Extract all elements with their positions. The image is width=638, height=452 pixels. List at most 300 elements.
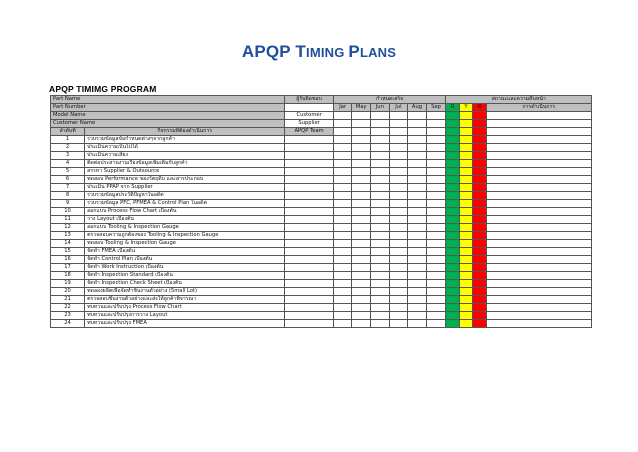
task-number: 15 bbox=[51, 248, 85, 256]
task-number: 6 bbox=[51, 176, 85, 184]
month-cell bbox=[352, 200, 371, 208]
month-cell bbox=[371, 144, 390, 152]
month-cell bbox=[426, 288, 446, 296]
month-cell bbox=[352, 264, 371, 272]
task-text: ทดสอบ Tooling & Inspection Gauge bbox=[85, 240, 285, 248]
month-cell bbox=[389, 288, 408, 296]
status-cell bbox=[459, 272, 472, 280]
month-cell bbox=[352, 296, 371, 304]
month-cell bbox=[333, 160, 352, 168]
task-number: 21 bbox=[51, 296, 85, 304]
month-cell bbox=[371, 136, 390, 144]
month-cell bbox=[389, 280, 408, 288]
task-text: ออกแบบ Tooling & Inspection Gauge bbox=[85, 224, 285, 232]
task-team-cell bbox=[285, 208, 334, 216]
month-cell bbox=[389, 256, 408, 264]
status-cell bbox=[459, 168, 472, 176]
month-cell bbox=[333, 288, 352, 296]
month-cell bbox=[389, 168, 408, 176]
month-cell bbox=[371, 280, 390, 288]
month-cell bbox=[426, 272, 446, 280]
month-cell bbox=[333, 224, 352, 232]
month-cell bbox=[352, 312, 371, 320]
status-cell bbox=[473, 320, 486, 328]
status-cell bbox=[473, 216, 486, 224]
month-cell bbox=[408, 152, 427, 160]
action-cell bbox=[486, 184, 591, 192]
month-cell bbox=[333, 264, 352, 272]
month-cell bbox=[426, 224, 446, 232]
task-number: 23 bbox=[51, 312, 85, 320]
info-row: Customer Name Supplier bbox=[51, 120, 592, 128]
month-cell bbox=[408, 288, 427, 296]
month-cell bbox=[389, 136, 408, 144]
task-number: 11 bbox=[51, 216, 85, 224]
task-team-cell bbox=[285, 288, 334, 296]
month-cell bbox=[371, 240, 390, 248]
status-cell bbox=[446, 208, 459, 216]
status-cell bbox=[473, 152, 486, 160]
status-cell bbox=[473, 184, 486, 192]
month-cell bbox=[408, 136, 427, 144]
month-cell bbox=[426, 320, 446, 328]
action-cell bbox=[486, 248, 591, 256]
month-cell bbox=[333, 312, 352, 320]
task-number: 17 bbox=[51, 264, 85, 272]
status-cell bbox=[473, 192, 486, 200]
action-cell bbox=[486, 296, 591, 304]
status-cell bbox=[473, 240, 486, 248]
month-cell bbox=[352, 256, 371, 264]
task-row bbox=[51, 216, 592, 224]
month-cell bbox=[333, 200, 352, 208]
status-cell bbox=[446, 224, 459, 232]
task-number: 10 bbox=[51, 208, 85, 216]
status-cell bbox=[473, 232, 486, 240]
status-cell bbox=[473, 296, 486, 304]
month-cell bbox=[371, 256, 390, 264]
month-cell bbox=[333, 144, 352, 152]
month-cell bbox=[333, 176, 352, 184]
status-cell bbox=[459, 224, 472, 232]
action-cell bbox=[486, 136, 591, 144]
month-cell bbox=[333, 248, 352, 256]
month-cell bbox=[371, 264, 390, 272]
month-cell bbox=[352, 152, 371, 160]
month-cell bbox=[389, 248, 408, 256]
month-cell bbox=[389, 160, 408, 168]
action-cell bbox=[486, 240, 591, 248]
task-team-cell bbox=[285, 144, 334, 152]
month-cell bbox=[426, 176, 446, 184]
month-cell bbox=[352, 320, 371, 328]
status-cell bbox=[446, 136, 459, 144]
status-cell bbox=[446, 296, 459, 304]
status-red: R bbox=[473, 104, 486, 112]
task-row bbox=[51, 248, 592, 256]
task-row bbox=[51, 304, 592, 312]
month-cell bbox=[426, 160, 446, 168]
task-text: ติดต่อประสานงานเรื่องข้อมูลเพิ่มเติมกับลูกค้า bbox=[85, 160, 285, 168]
month-cell bbox=[352, 136, 371, 144]
month-cell bbox=[333, 152, 352, 160]
task-text: ทบทวนและปรับปรุง FMEA bbox=[85, 320, 285, 328]
status-cell bbox=[446, 192, 459, 200]
status-cell bbox=[459, 288, 472, 296]
month-cell bbox=[408, 168, 427, 176]
month-cell bbox=[333, 272, 352, 280]
month-cell bbox=[389, 152, 408, 160]
status-cell bbox=[459, 184, 472, 192]
task-number: 9 bbox=[51, 200, 85, 208]
status-cell bbox=[459, 192, 472, 200]
action-cell bbox=[486, 256, 591, 264]
task-number: 22 bbox=[51, 304, 85, 312]
month-cell bbox=[408, 240, 427, 248]
task-team-cell bbox=[285, 296, 334, 304]
action-cell bbox=[486, 272, 591, 280]
month-cell bbox=[352, 144, 371, 152]
task-number: 7 bbox=[51, 184, 85, 192]
status-cell bbox=[473, 144, 486, 152]
action-cell bbox=[486, 144, 591, 152]
month-cell bbox=[333, 320, 352, 328]
status-cell bbox=[446, 200, 459, 208]
info-row: Part Name ผู้รับผิดชอบ กำหนดเสร็จ สถานะและความคืบหน้า bbox=[51, 96, 592, 104]
month-cell bbox=[426, 208, 446, 216]
task-row bbox=[51, 224, 592, 232]
month-cell bbox=[408, 248, 427, 256]
task-number: 19 bbox=[51, 280, 85, 288]
status-cell bbox=[446, 240, 459, 248]
task-number: 8 bbox=[51, 192, 85, 200]
status-cell bbox=[473, 280, 486, 288]
month-cell bbox=[408, 192, 427, 200]
timing-sheet bbox=[50, 95, 592, 328]
task-text: ประเมินความเป็นไปได้ bbox=[85, 144, 285, 152]
task-team-cell bbox=[285, 136, 334, 144]
month-cell bbox=[426, 264, 446, 272]
status-cell bbox=[446, 288, 459, 296]
task-text: ทดลองผลิตเพื่อจัดทำชิ้นงานตัวอย่าง (Small Lot) bbox=[85, 288, 285, 296]
month-cell bbox=[389, 320, 408, 328]
month-cell bbox=[352, 184, 371, 192]
status-cell bbox=[459, 256, 472, 264]
month-cell bbox=[426, 216, 446, 224]
month-cell bbox=[408, 176, 427, 184]
action-cell bbox=[486, 176, 591, 184]
month-cell bbox=[333, 192, 352, 200]
page-title: APQP TIMING PLANS bbox=[241, 42, 397, 61]
task-text: รวบรวมข้อมูล PFC, PFMEA & Control Plan ในอดีต bbox=[85, 200, 285, 208]
month-cell bbox=[352, 192, 371, 200]
task-number: 20 bbox=[51, 288, 85, 296]
task-row bbox=[51, 272, 592, 280]
task-row bbox=[51, 208, 592, 216]
status-cell bbox=[459, 160, 472, 168]
column-header-row: ลำดับที่ กิจกรรมที่ต้องดำเนินการ APQP Team bbox=[51, 128, 592, 136]
task-text: จัดทำ FMEA เบื้องต้น bbox=[85, 248, 285, 256]
action-cell bbox=[486, 152, 591, 160]
task-number: 2 bbox=[51, 144, 85, 152]
month-cell bbox=[408, 184, 427, 192]
task-row bbox=[51, 312, 592, 320]
month-cell bbox=[389, 264, 408, 272]
status-cell bbox=[459, 232, 472, 240]
status-cell bbox=[473, 312, 486, 320]
month-cell bbox=[426, 240, 446, 248]
month-cell bbox=[408, 216, 427, 224]
month-cell bbox=[426, 200, 446, 208]
month-cell bbox=[352, 216, 371, 224]
month-cell bbox=[371, 304, 390, 312]
action-cell bbox=[486, 232, 591, 240]
task-team-cell bbox=[285, 232, 334, 240]
task-text: ประเมินความเสี่ยง bbox=[85, 152, 285, 160]
action-cell bbox=[486, 168, 591, 176]
status-cell bbox=[473, 208, 486, 216]
task-text: ตรวจสอบความถูกต้องของ Tooling & Inspection Gauge bbox=[85, 232, 285, 240]
action-cell bbox=[486, 216, 591, 224]
status-cell bbox=[446, 312, 459, 320]
status-cell bbox=[473, 136, 486, 144]
month-cell bbox=[371, 288, 390, 296]
status-cell bbox=[473, 272, 486, 280]
month-cell bbox=[352, 280, 371, 288]
task-team-cell bbox=[285, 192, 334, 200]
task-text: ทดสอบ Performance ของวัตถุดิบ และสารประกอบ bbox=[85, 176, 285, 184]
month-cell bbox=[389, 184, 408, 192]
action-cell bbox=[486, 288, 591, 296]
status-cell bbox=[446, 256, 459, 264]
task-text: รวบรวมข้อมูลประวัติปัญหาในอดีต bbox=[85, 192, 285, 200]
task-row bbox=[51, 176, 592, 184]
task-row bbox=[51, 160, 592, 168]
task-number: 12 bbox=[51, 224, 85, 232]
action-cell bbox=[486, 160, 591, 168]
status-cell bbox=[459, 136, 472, 144]
status-cell bbox=[446, 176, 459, 184]
month-cell bbox=[371, 232, 390, 240]
action-cell bbox=[486, 200, 591, 208]
month-cell bbox=[371, 296, 390, 304]
info-row: Model Name Customer bbox=[51, 112, 592, 120]
month-cell bbox=[426, 184, 446, 192]
month-cell bbox=[426, 280, 446, 288]
status-cell bbox=[446, 144, 459, 152]
task-text: จัดทำ Inspection Standard เบื้องต้น bbox=[85, 272, 285, 280]
task-team-cell bbox=[285, 272, 334, 280]
status-cell bbox=[459, 200, 472, 208]
month-cell bbox=[426, 232, 446, 240]
task-text: ออกแบบ Process Flow Chart เบื้องต้น bbox=[85, 208, 285, 216]
status-header: สถานะและความคืบหน้า bbox=[446, 96, 592, 104]
status-cell bbox=[459, 312, 472, 320]
task-row bbox=[51, 256, 592, 264]
month-cell bbox=[389, 144, 408, 152]
task-text: ตรวจสอบชิ้นงานตัวอย่างและส่งให้ลูกค้าพิจารณา bbox=[85, 296, 285, 304]
month-cell bbox=[426, 248, 446, 256]
task-text: สรรหา Supplier & Outsource bbox=[85, 168, 285, 176]
action-cell bbox=[486, 208, 591, 216]
month-cell bbox=[426, 304, 446, 312]
status-cell bbox=[473, 168, 486, 176]
status-cell bbox=[473, 224, 486, 232]
month-cell bbox=[408, 272, 427, 280]
task-team-cell bbox=[285, 200, 334, 208]
task-row bbox=[51, 320, 592, 328]
status-cell bbox=[459, 176, 472, 184]
status-cell bbox=[446, 232, 459, 240]
month-cell bbox=[408, 264, 427, 272]
status-cell bbox=[473, 248, 486, 256]
status-cell bbox=[446, 280, 459, 288]
task-row bbox=[51, 192, 592, 200]
task-text: จัดทำ Inspection Check Sheet เบื้องต้น bbox=[85, 280, 285, 288]
task-row bbox=[51, 136, 592, 144]
task-row bbox=[51, 144, 592, 152]
status-cell bbox=[473, 160, 486, 168]
month-cell bbox=[426, 192, 446, 200]
task-number: 3 bbox=[51, 152, 85, 160]
month-cell bbox=[389, 304, 408, 312]
task-number: 24 bbox=[51, 320, 85, 328]
task-team-cell bbox=[285, 312, 334, 320]
month-cell bbox=[371, 176, 390, 184]
status-cell bbox=[446, 168, 459, 176]
task-row bbox=[51, 200, 592, 208]
info-row: Part Number Jar May Jun Jul Aug Sep G Y R การดำเนินการ bbox=[51, 104, 592, 112]
month-cell bbox=[333, 304, 352, 312]
status-cell bbox=[459, 208, 472, 216]
month-cell bbox=[389, 296, 408, 304]
month-cell bbox=[333, 136, 352, 144]
month-cell bbox=[333, 296, 352, 304]
month-cell bbox=[333, 256, 352, 264]
month-cell bbox=[426, 152, 446, 160]
task-row bbox=[51, 264, 592, 272]
task-team-cell bbox=[285, 320, 334, 328]
task-row bbox=[51, 152, 592, 160]
month-cell bbox=[408, 304, 427, 312]
month-cell bbox=[408, 224, 427, 232]
month-cell bbox=[408, 232, 427, 240]
status-cell bbox=[446, 304, 459, 312]
status-cell bbox=[459, 320, 472, 328]
status-cell bbox=[446, 216, 459, 224]
task-team-cell bbox=[285, 152, 334, 160]
month-cell bbox=[408, 296, 427, 304]
month-cell bbox=[389, 272, 408, 280]
month-cell bbox=[389, 240, 408, 248]
month-cell bbox=[389, 200, 408, 208]
task-row bbox=[51, 184, 592, 192]
task-row bbox=[51, 280, 592, 288]
task-number: 16 bbox=[51, 256, 85, 264]
month-cell bbox=[371, 320, 390, 328]
actions-header: การดำเนินการ bbox=[486, 104, 591, 112]
status-cell bbox=[446, 272, 459, 280]
action-cell bbox=[486, 192, 591, 200]
status-cell bbox=[473, 304, 486, 312]
month-cell bbox=[389, 312, 408, 320]
task-team-cell bbox=[285, 224, 334, 232]
task-number: 18 bbox=[51, 272, 85, 280]
month-cell bbox=[333, 168, 352, 176]
month-cell bbox=[408, 280, 427, 288]
task-team-cell bbox=[285, 216, 334, 224]
timing-table bbox=[50, 95, 592, 328]
status-cell bbox=[459, 264, 472, 272]
month-cell bbox=[371, 192, 390, 200]
month-cell bbox=[408, 256, 427, 264]
task-row bbox=[51, 240, 592, 248]
task-number: 1 bbox=[51, 136, 85, 144]
month-cell bbox=[352, 288, 371, 296]
month-cell bbox=[371, 200, 390, 208]
month-cell bbox=[333, 240, 352, 248]
month-cell bbox=[352, 248, 371, 256]
status-cell bbox=[446, 152, 459, 160]
month-cell bbox=[426, 256, 446, 264]
month-cell bbox=[371, 168, 390, 176]
month-cell bbox=[408, 312, 427, 320]
status-cell bbox=[459, 144, 472, 152]
status-cell bbox=[473, 176, 486, 184]
month-cell bbox=[333, 232, 352, 240]
task-team-cell bbox=[285, 160, 334, 168]
status-cell bbox=[473, 288, 486, 296]
action-cell bbox=[486, 224, 591, 232]
status-cell bbox=[446, 320, 459, 328]
status-cell bbox=[459, 240, 472, 248]
status-cell bbox=[473, 264, 486, 272]
month-cell bbox=[426, 312, 446, 320]
status-cell bbox=[459, 296, 472, 304]
status-cell bbox=[459, 152, 472, 160]
task-team-cell bbox=[285, 248, 334, 256]
status-cell bbox=[473, 200, 486, 208]
action-cell bbox=[486, 280, 591, 288]
status-cell bbox=[446, 264, 459, 272]
task-team-cell bbox=[285, 184, 334, 192]
status-cell bbox=[446, 248, 459, 256]
month-cell bbox=[352, 224, 371, 232]
month-cell bbox=[426, 136, 446, 144]
month-cell bbox=[352, 272, 371, 280]
month-cell bbox=[371, 152, 390, 160]
status-cell bbox=[459, 304, 472, 312]
status-green: G bbox=[446, 104, 459, 112]
status-cell bbox=[446, 160, 459, 168]
month-cell bbox=[389, 224, 408, 232]
month-cell bbox=[352, 240, 371, 248]
task-team-cell bbox=[285, 280, 334, 288]
task-number: 4 bbox=[51, 160, 85, 168]
task-text: ประเมิน PPAP จาก Supplier bbox=[85, 184, 285, 192]
status-yellow: Y bbox=[459, 104, 472, 112]
month-cell bbox=[352, 208, 371, 216]
action-cell bbox=[486, 320, 591, 328]
status-cell bbox=[473, 256, 486, 264]
month-cell bbox=[389, 208, 408, 216]
month-cell bbox=[426, 296, 446, 304]
month-cell bbox=[333, 184, 352, 192]
month-cell bbox=[371, 208, 390, 216]
task-text: ทบทวนและปรับปรุง Process Flow Chart bbox=[85, 304, 285, 312]
action-cell bbox=[486, 264, 591, 272]
month-cell bbox=[352, 304, 371, 312]
